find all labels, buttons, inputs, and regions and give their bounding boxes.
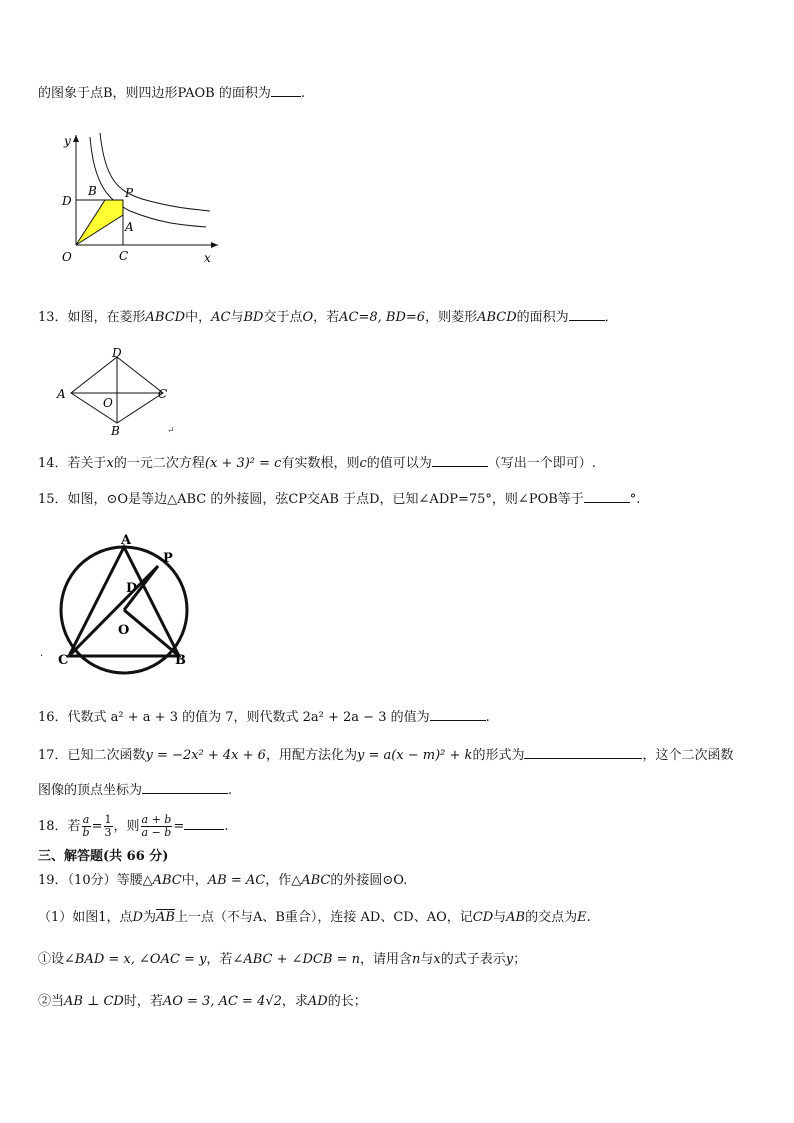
- fraction-sum-over-diff: [141, 814, 173, 839]
- question-19-sub2: [38, 993, 367, 1011]
- fraction-one-third: [104, 814, 113, 839]
- q17-end: .: [228, 783, 233, 798]
- label-O: O: [62, 250, 72, 264]
- q19b-part: 的式子表示: [440, 952, 506, 967]
- label-O: O: [103, 396, 113, 410]
- q19b-var: y: [505, 952, 514, 967]
- q13-end: ．: [604, 310, 618, 325]
- q19-var: △ABC: [142, 873, 182, 888]
- q17-part: 的形式为: [472, 748, 525, 763]
- question-15-text: [38, 488, 640, 509]
- q13-var: AC=8, BD=6: [339, 310, 426, 325]
- q14-part: 的值可以为: [366, 456, 432, 471]
- answer-blank-14[interactable]: [432, 452, 488, 467]
- q13-part: 中，: [185, 310, 212, 325]
- question-19-part1: [38, 909, 591, 927]
- q18-part: ，则: [113, 819, 140, 834]
- answer-blank-12[interactable]: [271, 82, 301, 97]
- q19-part: ，作: [265, 873, 292, 888]
- q18-end: .: [224, 819, 229, 834]
- q13-var: ABCD: [145, 310, 186, 325]
- q13-part: 的面积为: [516, 310, 569, 325]
- q19a-part: （1）如图1，点: [38, 910, 133, 925]
- outer-hyperbola: [100, 133, 210, 211]
- q16-end: .: [485, 710, 490, 725]
- q19b-part: ，若: [206, 952, 233, 967]
- fraction-a-over-b: [82, 814, 91, 839]
- q19c-part: 的长；: [327, 994, 367, 1009]
- q19c-part: 时，若: [123, 994, 163, 1009]
- label-O: O: [118, 623, 130, 638]
- q15-stem: 15．如图，⊙O是等边△ABC 的外接圆，弦CP交AB 于点D，已知∠ADP=75°，则∠POB等于: [38, 492, 584, 507]
- q15-end: °.: [629, 492, 641, 507]
- q13-part: ，则菱形: [425, 310, 478, 325]
- q12-stem: 的图象于点B，则四边形PAOB 的面积为: [38, 86, 271, 101]
- q14-var: x: [106, 456, 114, 471]
- q17-equation: y = a(x − m)² + k: [356, 748, 473, 763]
- label-x: x: [204, 251, 211, 265]
- q19b-part: ，请用含: [359, 952, 412, 967]
- q19a-part: 的交点为: [525, 910, 578, 925]
- q19c-part: ，求: [281, 994, 308, 1009]
- frac-num: 1: [104, 813, 112, 826]
- q19c-var: AD: [307, 994, 328, 1009]
- answer-blank-16[interactable]: [430, 706, 486, 721]
- frac-den: b: [82, 826, 90, 839]
- q17-part: 图像的顶点坐标为: [38, 783, 143, 798]
- stray-dot: .: [40, 648, 44, 659]
- answer-blank-13[interactable]: [569, 306, 605, 321]
- q19b-equation: ∠BAD = x, ∠OAC = y: [64, 952, 207, 967]
- answer-blank-15[interactable]: [584, 488, 630, 503]
- q13-var: BD: [243, 310, 264, 325]
- q19-var: △ABC: [291, 873, 331, 888]
- q19-part: 中，: [181, 873, 208, 888]
- question-12-text: [38, 82, 305, 103]
- question-19-text: [38, 872, 407, 890]
- question-13-text: [38, 306, 618, 327]
- q19a-arc: $\overline{AB}$: [156, 910, 175, 925]
- q19a-part: 与: [493, 910, 507, 925]
- q19-part: 的外接圆⊙O.: [330, 873, 408, 888]
- paragraph-mark: ↵: [167, 426, 175, 436]
- label-B: B: [88, 184, 97, 198]
- frac-num: a + b: [141, 813, 172, 826]
- q19b-var: x: [433, 952, 441, 967]
- q17-equation: y = −2x² + 4x + 6: [145, 748, 266, 763]
- q14-part: 有实数根，则: [281, 456, 360, 471]
- label-D: D: [126, 581, 138, 596]
- q14-end: （写出一个即可）.: [487, 456, 596, 471]
- q19a-var: D: [132, 910, 143, 925]
- q19a-part: 上一点（不与A、B重合），连接 AD、CD、AO，记: [174, 910, 473, 925]
- q14-equation: (x + 3)² = c: [204, 456, 282, 471]
- q14-part: 的一元二次方程: [113, 456, 205, 471]
- q16-stem: 16．代数式 a² + a + 3 的值为 7，则代数式 2a² + 2a − 3 的值为: [38, 710, 430, 725]
- q19c-equation: AB ⊥ CD: [64, 994, 124, 1009]
- figure-q15-circle: [36, 530, 206, 670]
- q19a-var: E: [577, 910, 587, 925]
- label-B: B: [175, 653, 186, 668]
- q19a-var: CD: [472, 910, 494, 925]
- q17-part: 17．已知二次函数: [38, 748, 146, 763]
- label-A: A: [125, 220, 134, 234]
- y-axis-arrow: [73, 135, 79, 142]
- q17-part: ，这个二次函数: [642, 748, 734, 763]
- label-D: D: [62, 194, 72, 208]
- q19a-part: 为: [142, 910, 156, 925]
- section-3-heading: 三、解答题(共 66 分): [38, 849, 169, 864]
- q19b-var: n: [411, 952, 421, 967]
- label-C: C: [58, 653, 69, 668]
- label-D: D: [112, 346, 122, 360]
- q13-var: O: [302, 310, 314, 325]
- q13-part: 13．如图，在菱形: [38, 310, 146, 325]
- q19-var: AB = AC: [207, 873, 266, 888]
- question-14-text: [38, 452, 596, 473]
- question-17-text: [38, 744, 733, 765]
- q19a-var: AB: [506, 910, 526, 925]
- figure-q12-hyperbola: [50, 125, 230, 270]
- question-18-text: [38, 814, 228, 840]
- q17-part: ，用配方法化为: [265, 748, 357, 763]
- q14-part: 14．若关于: [38, 456, 107, 471]
- segment-OB: [124, 610, 179, 656]
- q18-eq: =: [173, 819, 185, 834]
- frac-den: 3: [104, 826, 112, 839]
- x-axis-arrow: [211, 242, 218, 248]
- answer-blank-18[interactable]: [184, 815, 224, 830]
- q14-var: c: [359, 456, 367, 471]
- q18-eq: =: [91, 819, 103, 834]
- q19b-part: ①设: [38, 952, 65, 967]
- q19-part: 19．（10分）等腰: [38, 873, 143, 888]
- q13-var: ABCD: [477, 310, 517, 325]
- label-P: P: [163, 551, 173, 566]
- q13-part: 与: [230, 310, 244, 325]
- q19a-end: .: [586, 910, 591, 925]
- q13-part: 交于点: [263, 310, 303, 325]
- label-P: P: [125, 186, 134, 200]
- label-A: A: [57, 387, 66, 401]
- question-17-line2: [38, 779, 232, 800]
- q19c-part: ②当: [38, 994, 65, 1009]
- q12-end: .: [300, 86, 305, 101]
- q13-part: ，若: [313, 310, 340, 325]
- q19b-equation: ∠ABC + ∠DCB = n: [232, 952, 360, 967]
- answer-blank-17a[interactable]: [524, 744, 642, 759]
- frac-den: a − b: [141, 826, 172, 839]
- label-B: B: [111, 424, 120, 438]
- question-16-text: [38, 706, 490, 727]
- q13-var: AC: [211, 310, 231, 325]
- quadrilateral-PAOB: [76, 200, 123, 245]
- figure-q13-rhombus: [55, 345, 195, 438]
- label-C: C: [158, 387, 168, 401]
- label-A: A: [121, 533, 132, 548]
- label-y: y: [64, 134, 71, 148]
- chord-CP: [69, 566, 158, 656]
- q18-part: 18．若: [38, 819, 81, 834]
- label-C: C: [119, 249, 129, 263]
- answer-blank-17b[interactable]: [142, 779, 228, 794]
- q19b-end: ；: [513, 952, 527, 967]
- q19b-part: 与: [420, 952, 434, 967]
- q19c-equation: AO = 3, AC = 4√2: [162, 994, 282, 1009]
- frac-num: a: [82, 813, 90, 826]
- question-19-sub1: [38, 951, 526, 969]
